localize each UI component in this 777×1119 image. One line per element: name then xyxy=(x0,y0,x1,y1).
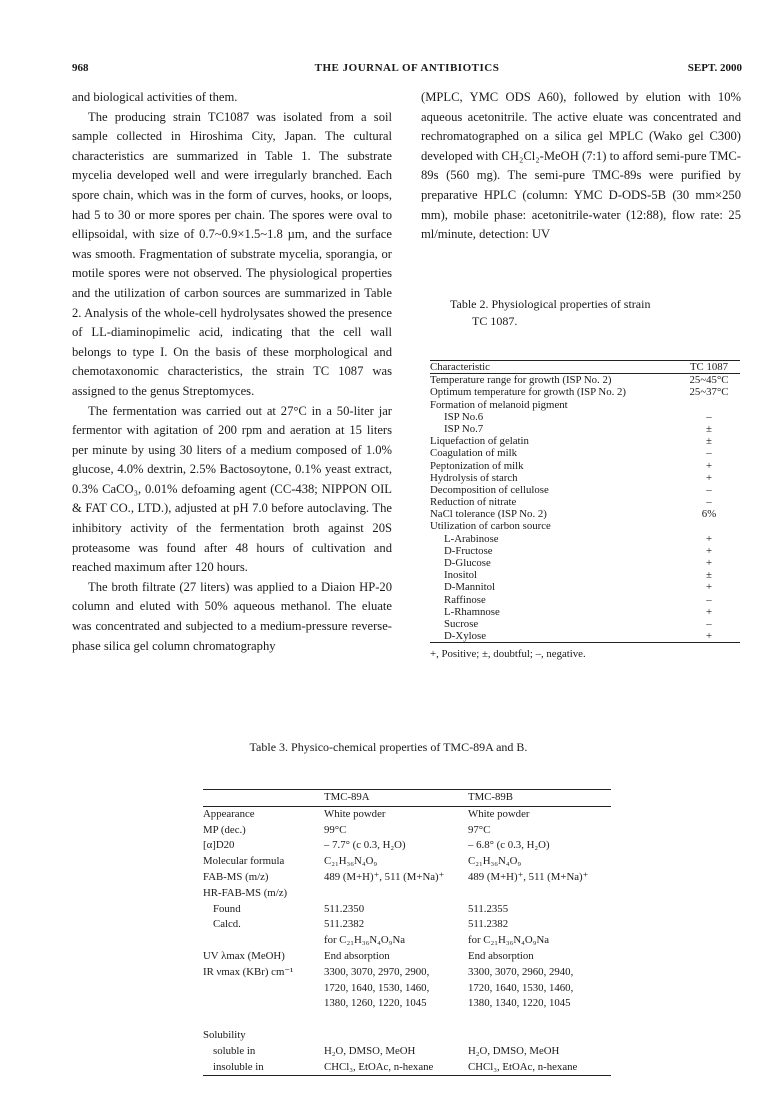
table3-row xyxy=(203,838,611,854)
table3-value-tmc89a: 3300, 3070, 2970, 2900, xyxy=(324,965,430,978)
table2-row-label: Hydrolysis of starch xyxy=(430,471,518,484)
table3-value-tmc89b: 1720, 1640, 1530, 1460, xyxy=(468,981,574,994)
table3-row xyxy=(203,1060,611,1076)
table2-row-value: ± xyxy=(706,422,712,435)
left-text-column xyxy=(72,88,392,656)
table3-value-tmc89b: for C₂₁H₃₆N₄O₉Na xyxy=(468,934,550,947)
table2-row xyxy=(430,386,740,398)
table2-row xyxy=(430,496,740,508)
table3-row xyxy=(203,933,611,949)
left-paragraph: The fermentation was carried out at 27°C in a 50-liter jar fermentor with agitation of 200 rpm and aeration at 15 liters per minute by using 30 liters of a medium composed of 1.0% glucose, 4.0% dextrin, 2.5% Bactosoytone, 0.1% yeast extract, 0.3% CaCO₃, 0.01% defoaming agent (CC-438; NIPPON OIL & FAT CO., LTD.), adjusted at pH 7.0 before autoclaving. The inhibitory activity of the fermentation broth against 20S proteasome was found after 48 hours of cultivation and reached maximum after 120 hours. xyxy=(72,403,392,575)
table2-body xyxy=(430,374,740,642)
table2-row-label: Coagulation of milk xyxy=(430,447,517,460)
table2-row-label: L-Arabinose xyxy=(444,532,499,545)
table2-row xyxy=(430,508,740,520)
table2-row-label: D-Xylose xyxy=(444,630,486,643)
table2-row-label: D-Glucose xyxy=(444,557,491,569)
table3-body xyxy=(203,807,611,1076)
left-paragraph: and biological activities of them. xyxy=(72,90,238,104)
table2-row xyxy=(430,581,740,593)
table2-row-label: Reduction of nitrate xyxy=(430,496,517,509)
table3-value-tmc89a: End absorption xyxy=(324,949,390,962)
table2-row xyxy=(430,423,740,435)
table3-row xyxy=(203,917,611,933)
table3-bottom-rule xyxy=(203,1075,611,1076)
table2-row-value: + xyxy=(705,459,713,472)
table3-value-tmc89b: H₂O, DMSO, MeOH xyxy=(468,1044,560,1057)
table2-row-value: 25~45°C xyxy=(689,374,729,387)
table2-row xyxy=(430,460,740,472)
table3-row xyxy=(203,807,611,823)
table3-row xyxy=(203,1028,611,1044)
table3 xyxy=(203,789,611,1076)
table2-caption-line2: TC 1087. xyxy=(472,314,518,328)
table3-value-tmc89a: C₂₁H₃₆N₄O₉ xyxy=(324,855,378,868)
table3-row xyxy=(203,823,611,839)
table3-value-tmc89b: CHCl₃, EtOAc, n-hexane xyxy=(468,1060,578,1073)
right-paragraph: (MPLC, YMC ODS A60), followed by elution with 10% aqueous acetonitrile. The active eluate was concentrated and rechromatographed on a silica gel MPLC (Wako gel C300) developed with CH₂Cl₂-MeOH (7:1) to afford semi-pure TMC-89s (560 mg). The semi-pure TMC-89s were purified by preparative HPLC (column: YMC D-ODS-5B (30 mm×250 mm), mobile phase: acetonitrile-water (12:88), flow rate: 25 ml/minute, detection: UV xyxy=(421,90,741,242)
table3-value-tmc89b: 3300, 3070, 2960, 2940, xyxy=(468,965,574,978)
table3-value-tmc89a: White powder xyxy=(324,807,386,820)
table2-bottom-rule xyxy=(430,642,740,643)
table2-row-label: D-Fructose xyxy=(444,544,493,557)
right-text-column xyxy=(421,88,741,245)
table3-row-label: Molecular formula xyxy=(203,855,285,868)
table2-caption-line1: Table 2. Physiological properties of strain xyxy=(450,297,651,311)
table3-row-label: Solubility xyxy=(203,1028,246,1041)
table3-row-label: Appearance xyxy=(203,807,255,820)
table2-caption xyxy=(450,296,740,330)
table3-value-tmc89b: 511.2355 xyxy=(468,902,509,915)
table2 xyxy=(430,360,740,661)
table2-row xyxy=(430,533,740,545)
table2-row-label: NaCl tolerance (ISP No. 2) xyxy=(430,508,547,521)
table3-value-tmc89a: for C₂₁H₃₆N₄O₉Na xyxy=(324,934,406,947)
table2-row-value: – xyxy=(706,496,712,509)
table2-row-value: – xyxy=(706,410,712,423)
table2-header-row xyxy=(430,361,740,373)
table3-row xyxy=(203,996,611,1012)
table3-row xyxy=(203,902,611,918)
table2-row xyxy=(430,618,740,630)
table2-row-label: Temperature range for growth (ISP No. 2) xyxy=(430,374,612,387)
table2-row-label: Inositol xyxy=(444,569,477,582)
table3-value-tmc89a: 511.2350 xyxy=(324,902,365,915)
table2-row-value: – xyxy=(706,483,712,496)
table3-value-tmc89b: White powder xyxy=(468,807,530,820)
left-paragraph: The broth filtrate (27 liters) was applied to a Diaion HP-20 column and eluted with 50% aqueous methanol. The eluate was concentrated and subjected to a medium-pressure reverse-phase silica gel column chromatography xyxy=(72,579,392,653)
table2-header-label: Characteristic xyxy=(430,361,490,373)
table3-header-tmc89a: TMC-89A xyxy=(324,791,370,803)
table3-value-tmc89b: 97°C xyxy=(468,823,491,836)
table2-row-label: Peptonization of milk xyxy=(430,459,524,472)
table3-value-tmc89a: 489 (M+H)⁺, 511 (M+Na)⁺ xyxy=(324,870,445,883)
table3-row xyxy=(203,949,611,965)
table2-footnote: +, Positive; ±, doubtful; –, negative. xyxy=(430,648,586,661)
table2-row xyxy=(430,545,740,557)
table2-row-label: ISP No.6 xyxy=(444,410,484,423)
table3-value-tmc89a: – 7.7° (c 0.3, H₂O) xyxy=(324,839,406,852)
table3-header-row xyxy=(203,790,611,806)
table3-row xyxy=(203,886,611,902)
table3-value-tmc89a: 1720, 1640, 1530, 1460, xyxy=(324,981,430,994)
table3-value-tmc89a: 511.2382 xyxy=(324,918,365,931)
table3-value-tmc89b: 511.2382 xyxy=(468,918,509,931)
table2-row-value: + xyxy=(705,471,713,484)
table2-row xyxy=(430,374,740,386)
table2-row xyxy=(430,399,740,411)
journal-title: THE JOURNAL OF ANTIBIOTICS xyxy=(314,62,500,74)
table2-row-value: 25~37°C xyxy=(689,386,729,399)
table3-row xyxy=(203,1012,611,1028)
table3-value-tmc89a: 99°C xyxy=(324,823,347,836)
table3-value-tmc89b: 489 (M+H)⁺, 511 (M+Na)⁺ xyxy=(468,870,589,883)
table2-row-label: L-Rhamnose xyxy=(444,605,500,618)
table2-row-label: Utilization of carbon source xyxy=(430,520,551,533)
table2-row xyxy=(430,606,740,618)
table3-row-label: soluble in xyxy=(213,1044,256,1057)
table3-caption: Table 3. Physico-chemical properties of TMC-89A and B. xyxy=(249,740,528,754)
table2-row-label: Sucrose xyxy=(444,617,479,630)
issue-date: SEPT. 2000 xyxy=(687,62,742,74)
table2-row-value: + xyxy=(705,557,713,569)
table2-row-value: + xyxy=(705,544,713,557)
table3-value-tmc89a: 1380, 1260, 1220, 1045 xyxy=(324,997,427,1010)
table2-row xyxy=(430,594,740,606)
table3-row-label: [α]D20 xyxy=(203,839,235,852)
table3-row xyxy=(203,870,611,886)
table3-row xyxy=(203,1044,611,1060)
table2-row xyxy=(430,484,740,496)
page-number: 968 xyxy=(72,62,89,74)
table3-row xyxy=(203,965,611,981)
table3-value-tmc89b: – 6.8° (c 0.3, H₂O) xyxy=(468,839,550,852)
table2-row-label: Decomposition of cellulose xyxy=(430,483,549,496)
table3-row-label: Found xyxy=(213,902,241,915)
table3-value-tmc89a: H₂O, DMSO, MeOH xyxy=(324,1044,416,1057)
table3-value-tmc89b: End absorption xyxy=(468,949,534,962)
table3-row-label: MP (dec.) xyxy=(203,823,246,836)
table2-row xyxy=(430,520,740,532)
table3-row-label: UV λmax (MeOH) xyxy=(203,949,285,962)
table2-row xyxy=(430,630,740,642)
table2-header-value: TC 1087 xyxy=(689,361,729,373)
table2-row-value: – xyxy=(706,447,712,460)
table3-header-tmc89b: TMC-89B xyxy=(468,791,513,803)
table2-row-value: 6% xyxy=(701,508,717,521)
table3-row xyxy=(203,981,611,997)
table3-row-label: FAB-MS (m/z) xyxy=(203,870,269,883)
table2-row-value: – xyxy=(706,617,712,630)
table2-row-label: Optimum temperature for growth (ISP No. 2) xyxy=(430,386,627,399)
table3-row-label: insoluble in xyxy=(213,1060,264,1073)
table3-value-tmc89a: CHCl₃, EtOAc, n-hexane xyxy=(324,1060,434,1073)
table2-row xyxy=(430,447,740,459)
table2-row-value: ± xyxy=(706,569,712,582)
table2-row-value: ± xyxy=(706,435,712,448)
table2-row-value: + xyxy=(705,605,713,618)
table3-row-label: HR-FAB-MS (m/z) xyxy=(203,886,288,899)
table2-row-label: D-Mannitol xyxy=(444,581,495,594)
left-paragraph: The producing strain TC1087 was isolated from a soil sample collected in Hiroshima City, Japan. The cultural characteristics are summarized in Table 1. The substrate mycelia developed well and were irregularly branched. Each spore chain, which was in the form of curves, hooks, or loops, had 5 to 30 or more spores per chain. The spores were oval to ellipsoidal, with size of 0.7~0.9×1.5~1.8 µm, and the surface was smooth. Fragmentation of substrate mycelia, sporangia, or motile spores were not observed. The physiological properties and the utilization of carbon sources are summarized in Table 2. Analysis of the whole-cell hydrolysates showed the presence of LL-diaminopimelic acid, indicating that the cell wall belongs to type I. On the basis of these morphological and chemotaxonomic characteristics, the strain TC 1087 was assigned to the genus Streptomyces. xyxy=(72,109,392,398)
table2-row xyxy=(430,435,740,447)
table3-value-tmc89b: 1380, 1340, 1220, 1045 xyxy=(468,997,571,1010)
table2-row xyxy=(430,472,740,484)
running-header xyxy=(72,62,742,78)
table2-row-value: + xyxy=(705,532,713,545)
table2-row-label: Raffinose xyxy=(444,593,486,606)
table2-row-value: + xyxy=(705,581,713,594)
table2-row xyxy=(430,557,740,569)
table2-row xyxy=(430,569,740,581)
table2-row-label: ISP No.7 xyxy=(444,422,484,435)
table2-row-value: – xyxy=(706,593,712,606)
table3-row xyxy=(203,854,611,870)
table2-row xyxy=(430,411,740,423)
table3-row-label: Calcd. xyxy=(213,918,241,931)
table2-row-label: Formation of melanoid pigment xyxy=(430,398,568,411)
table3-row-label: IR νmax (KBr) cm⁻¹ xyxy=(203,965,294,978)
table2-row-label: Liquefaction of gelatin xyxy=(430,435,529,448)
table2-row-value: + xyxy=(705,630,713,643)
table3-value-tmc89b: C₂₁H₃₆N₄O₉ xyxy=(468,855,522,868)
